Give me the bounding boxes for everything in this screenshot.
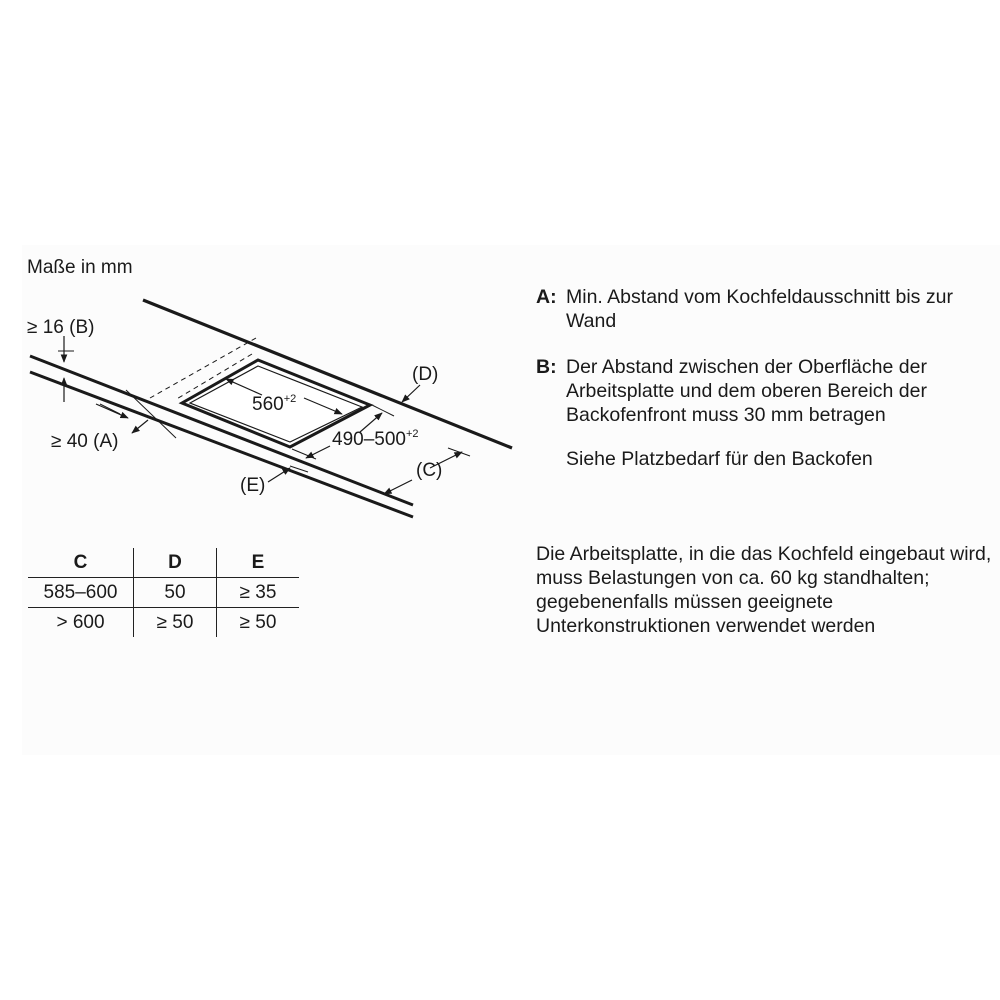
- unit-label: Maße in mm: [27, 257, 133, 278]
- label-width-value: 560: [252, 394, 284, 415]
- table-row: [28, 578, 299, 608]
- label-depth-tolerance: +2: [405, 428, 419, 440]
- dim-e-leader: [268, 468, 290, 482]
- dim-d-leader: [402, 385, 420, 402]
- notes-block: [536, 285, 996, 471]
- table-cell: 50: [134, 578, 217, 608]
- table-header-row: [28, 548, 299, 578]
- label-c: (C): [416, 460, 443, 481]
- label-b: ≥ 16 (B): [27, 317, 95, 338]
- dim-depth-ext-2: [292, 449, 316, 459]
- label-e: (E): [240, 475, 266, 496]
- table-cell: > 600: [28, 608, 134, 638]
- load-note: Die Arbeitsplatte, in die das Kochfeld eingebaut wird, muss Belastungen von ca. 60 kg standhalten; gegebenenfalls müssen geeignete Unterkonstruktionen verwendet werden: [536, 543, 992, 637]
- dim-depth-arrow-2: [306, 446, 330, 458]
- label-depth: [332, 428, 419, 450]
- note-a-text: Min. Abstand vom Kochfeldausschnitt bis zur Wand: [566, 286, 953, 332]
- label-depth-value: 490–500: [332, 429, 406, 450]
- note-b: [536, 355, 996, 427]
- dim-depth-ext-1: [372, 405, 394, 416]
- table-row: [28, 608, 299, 638]
- table-cell: ≥ 35: [217, 578, 300, 608]
- table-header-c: C: [28, 548, 134, 578]
- dim-c-arrow-2: [384, 480, 412, 494]
- table-header-d: D: [134, 548, 217, 578]
- note-b-key: B:: [536, 356, 557, 378]
- dim-a-leader: [132, 420, 148, 433]
- note-a-key: A:: [536, 286, 557, 308]
- label-a: ≥ 40 (A): [51, 431, 119, 452]
- label-width-tolerance: +2: [283, 393, 297, 405]
- table-header-e: E: [217, 548, 300, 578]
- see-note: Siehe Platzbedarf für den Backofen: [566, 448, 873, 470]
- dimension-table: [28, 548, 299, 637]
- note-a: [536, 285, 996, 333]
- table-cell: 585–600: [28, 578, 134, 608]
- table-cell: ≥ 50: [239, 612, 277, 633]
- dim-c-ext: [448, 448, 470, 456]
- table-cell: ≥ 50: [134, 608, 217, 638]
- label-d: (D): [412, 364, 439, 385]
- note-b-text: Der Abstand zwischen der Oberfläche der Arbeitsplatte und dem oberen Bereich der Backofenfront muss 30 mm betragen: [566, 356, 927, 426]
